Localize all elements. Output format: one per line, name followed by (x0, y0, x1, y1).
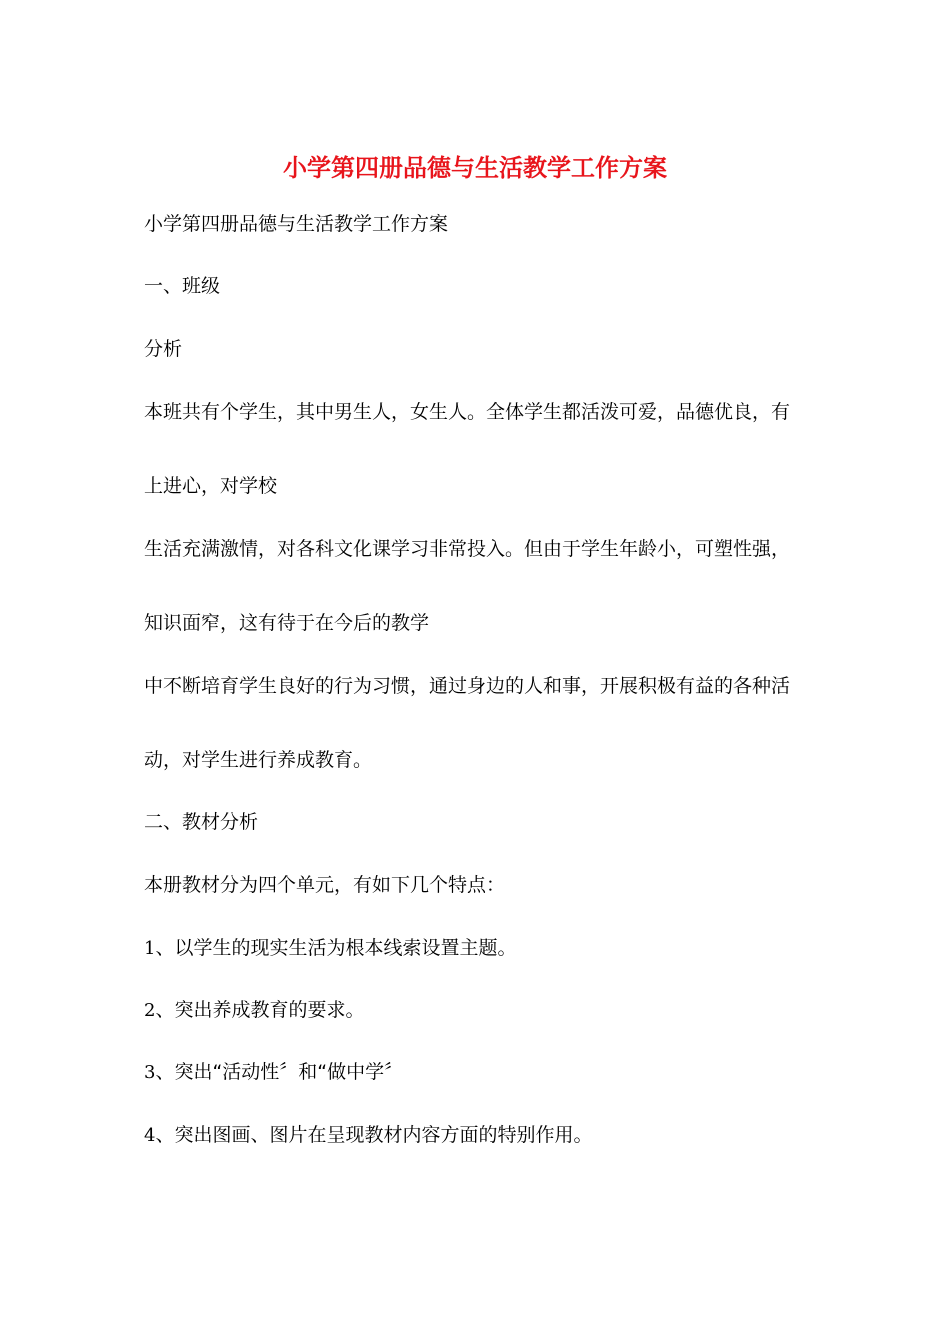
list-item-text: 、突出养成教育的要求。 (155, 999, 365, 1021)
section-heading-analysis: 分析 (144, 338, 183, 360)
document-title: 小学第四册品德与生活教学工作方案 (283, 153, 667, 182)
list-item (144, 996, 824, 1025)
paragraph-line: 生活充满激情，对各科文化课学习非常投入。但由于学生年龄小，可塑性强， (144, 538, 791, 560)
paragraph-line: 本册教材分为四个单元，有如下几个特点： (144, 874, 506, 896)
list-item (144, 1121, 824, 1150)
paragraph-line: 知识面窄，这有待于在今后的教学 (144, 612, 430, 634)
list-item-number: 2 (144, 1000, 156, 1021)
paragraph-line: 上进心，对学校 (144, 475, 278, 497)
list-item (144, 1058, 824, 1087)
subtitle-line: 小学第四册品德与生活教学工作方案 (144, 213, 449, 235)
paragraph-line: 中不断培育学生良好的行为习惯，通过身边的人和事，开展积极有益的各种活 (144, 675, 791, 697)
list-item (144, 934, 824, 963)
section-heading-materials: 二、教材分析 (144, 811, 259, 833)
list-item-text: 、突出图画、图片在呈现教材内容方面的特别作用。 (155, 1124, 593, 1146)
list-item-number: 4 (144, 1125, 156, 1146)
list-item-text: 、以学生的现实生活为根本线索设置主题。 (155, 937, 517, 959)
list-item-text: 、突出“活动性〞和“做中学〞 (155, 1061, 404, 1083)
paragraph-line: 本班共有个学生，其中男生人，女生人。全体学生都活泼可爱，品德优良，有 (144, 401, 791, 423)
list-item-number: 1 (144, 938, 156, 959)
section-heading-class: 一、班级 (144, 275, 221, 297)
list-item-number: 3 (144, 1062, 156, 1083)
paragraph-line: 动，对学生进行养成教育。 (144, 749, 373, 771)
